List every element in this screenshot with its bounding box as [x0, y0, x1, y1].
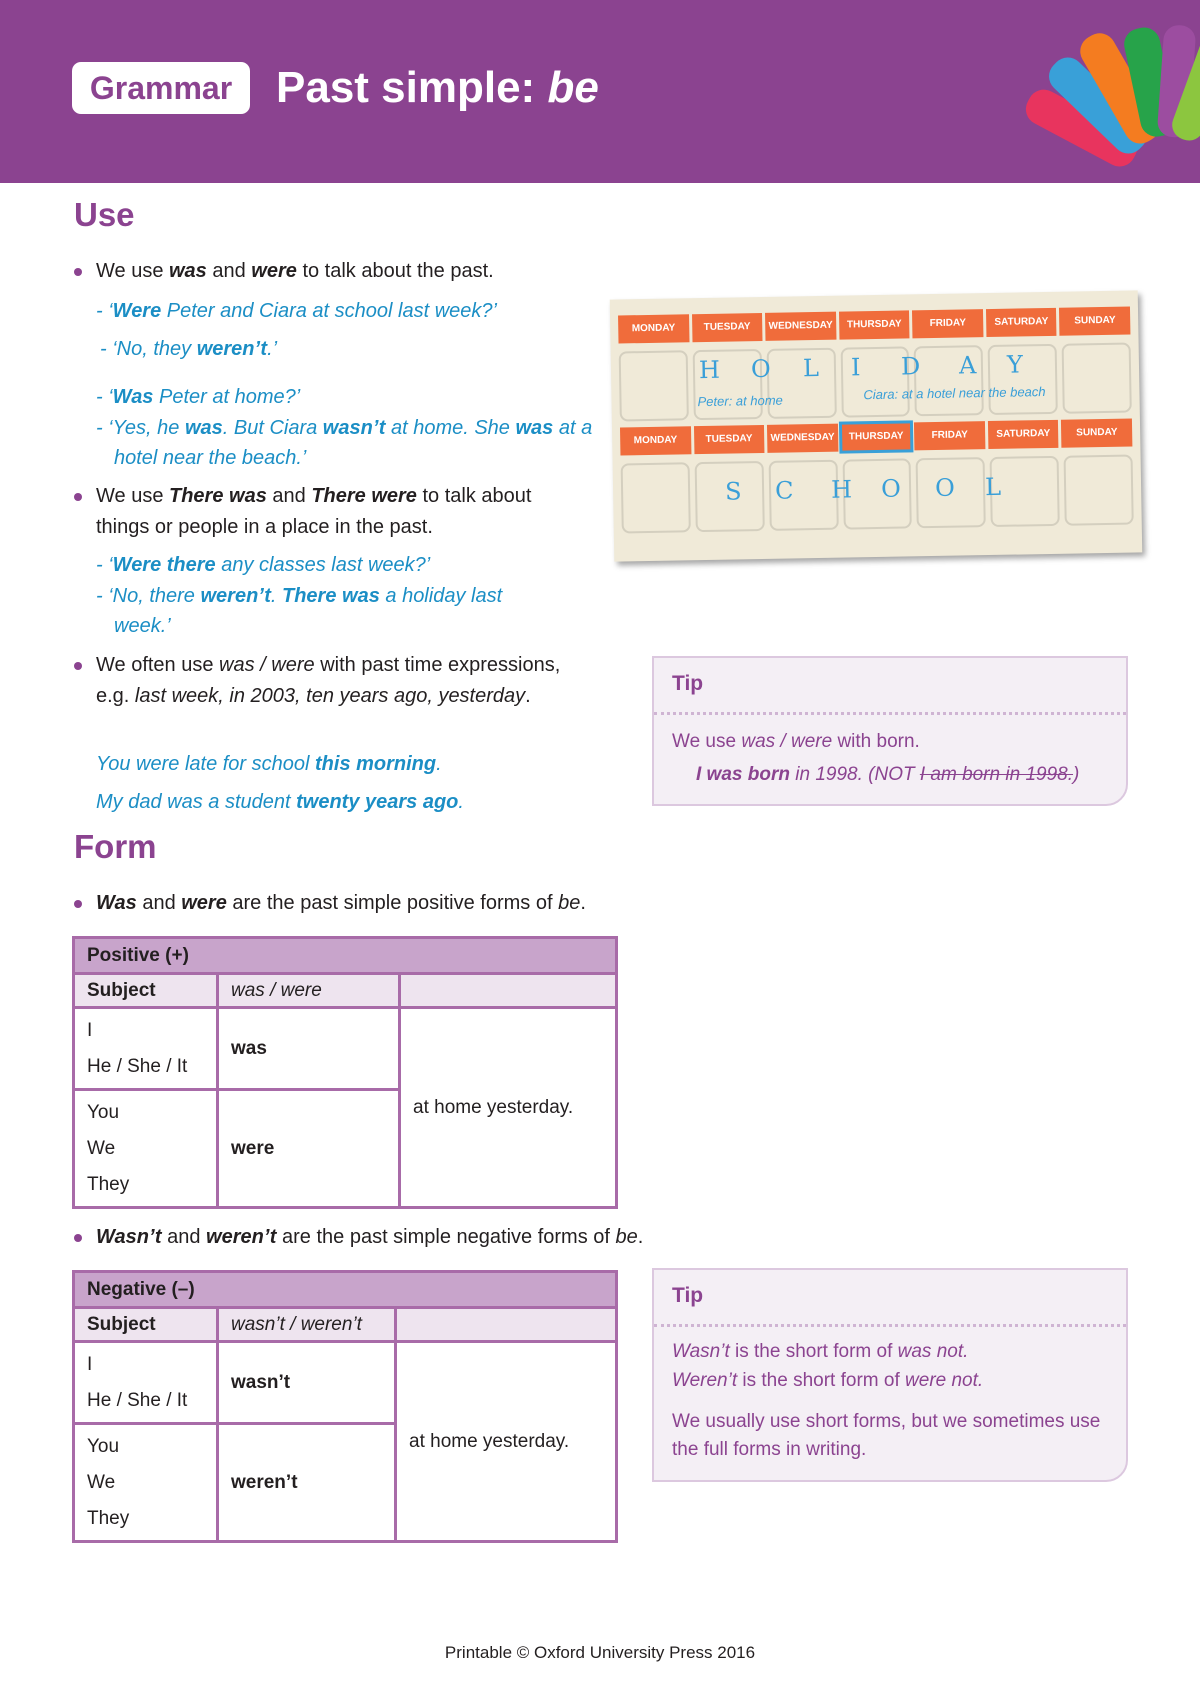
tip-box-short-forms	[652, 1268, 1128, 1482]
calendar-cell	[842, 458, 912, 529]
tip-title: Tip	[672, 1284, 704, 1307]
tip-box-born	[652, 656, 1128, 806]
calendar-days-row-bottom	[620, 419, 1132, 456]
rest-cell: at home yesterday.	[396, 1342, 617, 1542]
text: . But Ciara	[222, 417, 323, 439]
title-main: Past simple:	[276, 63, 548, 112]
handwritten-letter: I	[850, 353, 861, 382]
rest-cell: at home yesterday.	[400, 1008, 617, 1208]
tip-text: We usually use short forms, but we sometimes use the full forms in writing.	[672, 1411, 1101, 1460]
calendar-note-peter: Peter: at home	[697, 392, 783, 410]
handwritten-letter: Y	[1006, 350, 1024, 379]
text: was / were	[741, 731, 833, 752]
text: are the past simple negative forms of	[276, 1226, 616, 1248]
text: .	[458, 791, 464, 813]
text: was	[169, 260, 207, 282]
handwritten-letter: O	[750, 354, 771, 384]
verb-cell: weren’t	[218, 1424, 396, 1542]
text: wasn’t	[322, 417, 386, 439]
text: )	[1073, 764, 1080, 785]
text: and	[266, 485, 312, 507]
text: were not.	[905, 1370, 984, 1391]
text: weren’t	[200, 585, 271, 607]
text: - ‘	[96, 554, 113, 576]
table-title: Negative (–)	[74, 1272, 617, 1308]
handwritten-letter: C	[774, 476, 794, 505]
text: and	[161, 1226, 207, 1248]
calendar-cell	[1064, 455, 1134, 526]
text: - ‘Yes, he	[96, 417, 185, 439]
subject: You	[87, 1435, 120, 1457]
example-1	[96, 296, 497, 326]
form-heading: Form	[74, 828, 157, 865]
text: Peter and Ciara at school last week?’	[161, 300, 497, 322]
handwritten-letter: A	[958, 351, 977, 380]
verb-cell: wasn’t	[218, 1342, 396, 1424]
calendar-day: SATURDAY	[988, 420, 1059, 449]
text: Was	[96, 892, 137, 914]
calendar-day: TUESDAY	[692, 313, 763, 342]
text: was / were	[219, 654, 315, 676]
calendar-day: MONDAY	[620, 426, 691, 455]
negative-forms-table	[72, 1270, 618, 1543]
verb-cell: were	[218, 1090, 400, 1208]
calendar-day: FRIDAY	[914, 421, 985, 450]
calendar-day: FRIDAY	[912, 309, 983, 338]
calendar-day: WEDNESDAY	[767, 424, 838, 453]
column-header: wasn’t / weren’t	[218, 1308, 396, 1342]
subject: We	[87, 1137, 116, 1159]
calendar-day: SUNDAY	[1061, 419, 1132, 448]
subject: I	[87, 1019, 93, 1041]
handwritten-letter: O	[934, 473, 956, 502]
dotted-divider	[654, 1324, 1126, 1327]
text: - ‘No, there	[96, 585, 201, 607]
example-2	[100, 334, 277, 364]
text: in 1998. (NOT	[789, 764, 920, 785]
subject-cell	[74, 1342, 218, 1424]
column-header-empty	[400, 974, 617, 1008]
text: We use	[96, 485, 169, 507]
handwritten-letter: S	[724, 477, 742, 506]
tip-text	[672, 728, 920, 756]
text: We use	[96, 260, 169, 282]
text: - ‘No, they	[100, 338, 197, 360]
text: are the past simple positive forms of	[226, 892, 559, 914]
calendar-cell	[1062, 343, 1132, 414]
text: There was	[169, 485, 267, 507]
subject-cell	[74, 1424, 218, 1542]
text: .’	[267, 338, 278, 360]
handwritten-letter: H	[698, 355, 721, 385]
handwritten-letter: L	[984, 472, 1002, 502]
calendar-days-row-top	[618, 307, 1130, 344]
handwritten-letter: L	[802, 353, 820, 383]
text: this morning	[315, 753, 437, 775]
tip-title: Tip	[672, 672, 704, 695]
example-8	[96, 787, 464, 817]
text: - ‘	[96, 300, 113, 322]
text: weren’t	[206, 1226, 277, 1248]
subject: I	[87, 1353, 93, 1375]
text: Was	[112, 386, 154, 408]
text: .	[436, 753, 442, 775]
calendar-cells-row-top	[619, 343, 1132, 422]
calendar-cell	[621, 462, 691, 533]
handwritten-letter: O	[880, 474, 902, 503]
text: was	[515, 417, 554, 439]
calendar-day: SATURDAY	[986, 308, 1057, 337]
text: .	[637, 1226, 644, 1248]
column-header: Subject	[74, 1308, 218, 1342]
use-bullet-1	[70, 256, 590, 287]
text: There was	[282, 585, 380, 607]
positive-forms-table	[72, 936, 618, 1209]
text: .	[580, 892, 586, 914]
form-bullet-negative	[70, 1222, 770, 1253]
calendar-cell	[766, 348, 836, 419]
column-header: was / were	[218, 974, 400, 1008]
calendar-day-highlighted: THURSDAY	[841, 422, 912, 451]
example-7	[96, 749, 442, 779]
table-title: Positive (+)	[74, 938, 617, 974]
text: My dad was a student	[96, 791, 297, 813]
struck-example: I am born in 1998.	[919, 764, 1074, 785]
text: be	[558, 892, 581, 914]
subject-cell	[74, 1008, 218, 1090]
text: Were there	[112, 554, 216, 576]
text: Weren’t	[672, 1370, 738, 1391]
example-5	[96, 550, 430, 580]
text: and	[136, 892, 182, 914]
form-bullet-positive	[70, 888, 690, 919]
column-header-empty	[396, 1308, 617, 1342]
use-bullet-2	[70, 481, 590, 543]
footer-copyright: Printable © Oxford University Press 2016	[444, 1643, 756, 1662]
text: and	[206, 260, 252, 282]
verb-cell: was	[218, 1008, 400, 1090]
grammar-badge: Grammar	[72, 62, 250, 114]
text: at home. She	[385, 417, 516, 439]
example-6	[96, 581, 514, 641]
text: be	[615, 1226, 638, 1248]
calendar-day: THURSDAY	[839, 310, 910, 339]
text: .	[270, 585, 282, 607]
example-3	[96, 382, 300, 412]
calendar-cells-row-bottom	[621, 455, 1134, 534]
subject-cell	[74, 1090, 218, 1208]
subject: He / She / It	[87, 1389, 188, 1411]
text: at a hotel near the beach.’	[114, 417, 593, 469]
text: were	[181, 892, 227, 914]
text: with born.	[832, 731, 920, 752]
handwritten-letter: H	[830, 475, 853, 504]
tip-text	[672, 1367, 983, 1395]
tip-example	[696, 761, 1079, 789]
text: is the short form of	[729, 1341, 898, 1362]
text: is the short form of	[737, 1370, 906, 1391]
text: twenty years ago	[296, 791, 459, 813]
text: You were late for school	[96, 753, 316, 775]
header-banner	[0, 0, 1200, 183]
text: Wasn’t	[672, 1341, 730, 1362]
calendar-cell	[988, 344, 1058, 415]
dotted-divider	[654, 712, 1126, 715]
text: Peter at home?’	[153, 386, 301, 408]
use-bullet-3	[70, 650, 590, 712]
calendar-day: WEDNESDAY	[765, 312, 836, 341]
text: Were	[112, 300, 162, 322]
text: was	[184, 417, 223, 439]
calendar-day: TUESDAY	[694, 425, 765, 454]
text: - ‘	[96, 386, 113, 408]
example-4	[96, 413, 594, 473]
text: We use	[672, 731, 742, 752]
text: to talk about things or people in a place in the past.	[96, 485, 532, 538]
subject: We	[87, 1471, 116, 1493]
text: to talk about the past.	[296, 260, 494, 282]
title-italic: be	[547, 63, 599, 112]
subject: He / She / It	[87, 1055, 188, 1077]
text: were	[251, 260, 297, 282]
text: with past time expressions, e.g.	[96, 654, 561, 707]
text: weren’t	[196, 338, 268, 360]
page-title	[276, 58, 599, 118]
text: last week, in 2003, ten years ago, yesterday	[134, 685, 526, 707]
text: Wasn’t	[96, 1226, 162, 1248]
calendar-day: MONDAY	[618, 314, 689, 343]
text: was not.	[897, 1341, 969, 1362]
calendar-cell	[619, 350, 689, 421]
calendar-day: SUNDAY	[1059, 307, 1130, 336]
column-header: Subject	[74, 974, 218, 1008]
text: We often use	[96, 654, 220, 676]
text: a holiday last week.’	[114, 585, 503, 637]
text: I was born	[696, 764, 790, 785]
handwritten-letter: D	[900, 352, 921, 381]
subject: You	[87, 1101, 120, 1123]
text: .	[525, 685, 531, 707]
colour-fan-logo-icon	[1020, 0, 1200, 200]
text: any classes last week?’	[215, 554, 431, 576]
calendar-note-ciara: Ciara: at a hotel near the beach	[863, 384, 1046, 403]
tip-text	[672, 1338, 968, 1366]
calendar-illustration	[610, 290, 1142, 561]
subject: They	[87, 1507, 130, 1529]
text: There were	[311, 485, 417, 507]
use-heading: Use	[74, 196, 135, 233]
subject: They	[87, 1173, 130, 1195]
